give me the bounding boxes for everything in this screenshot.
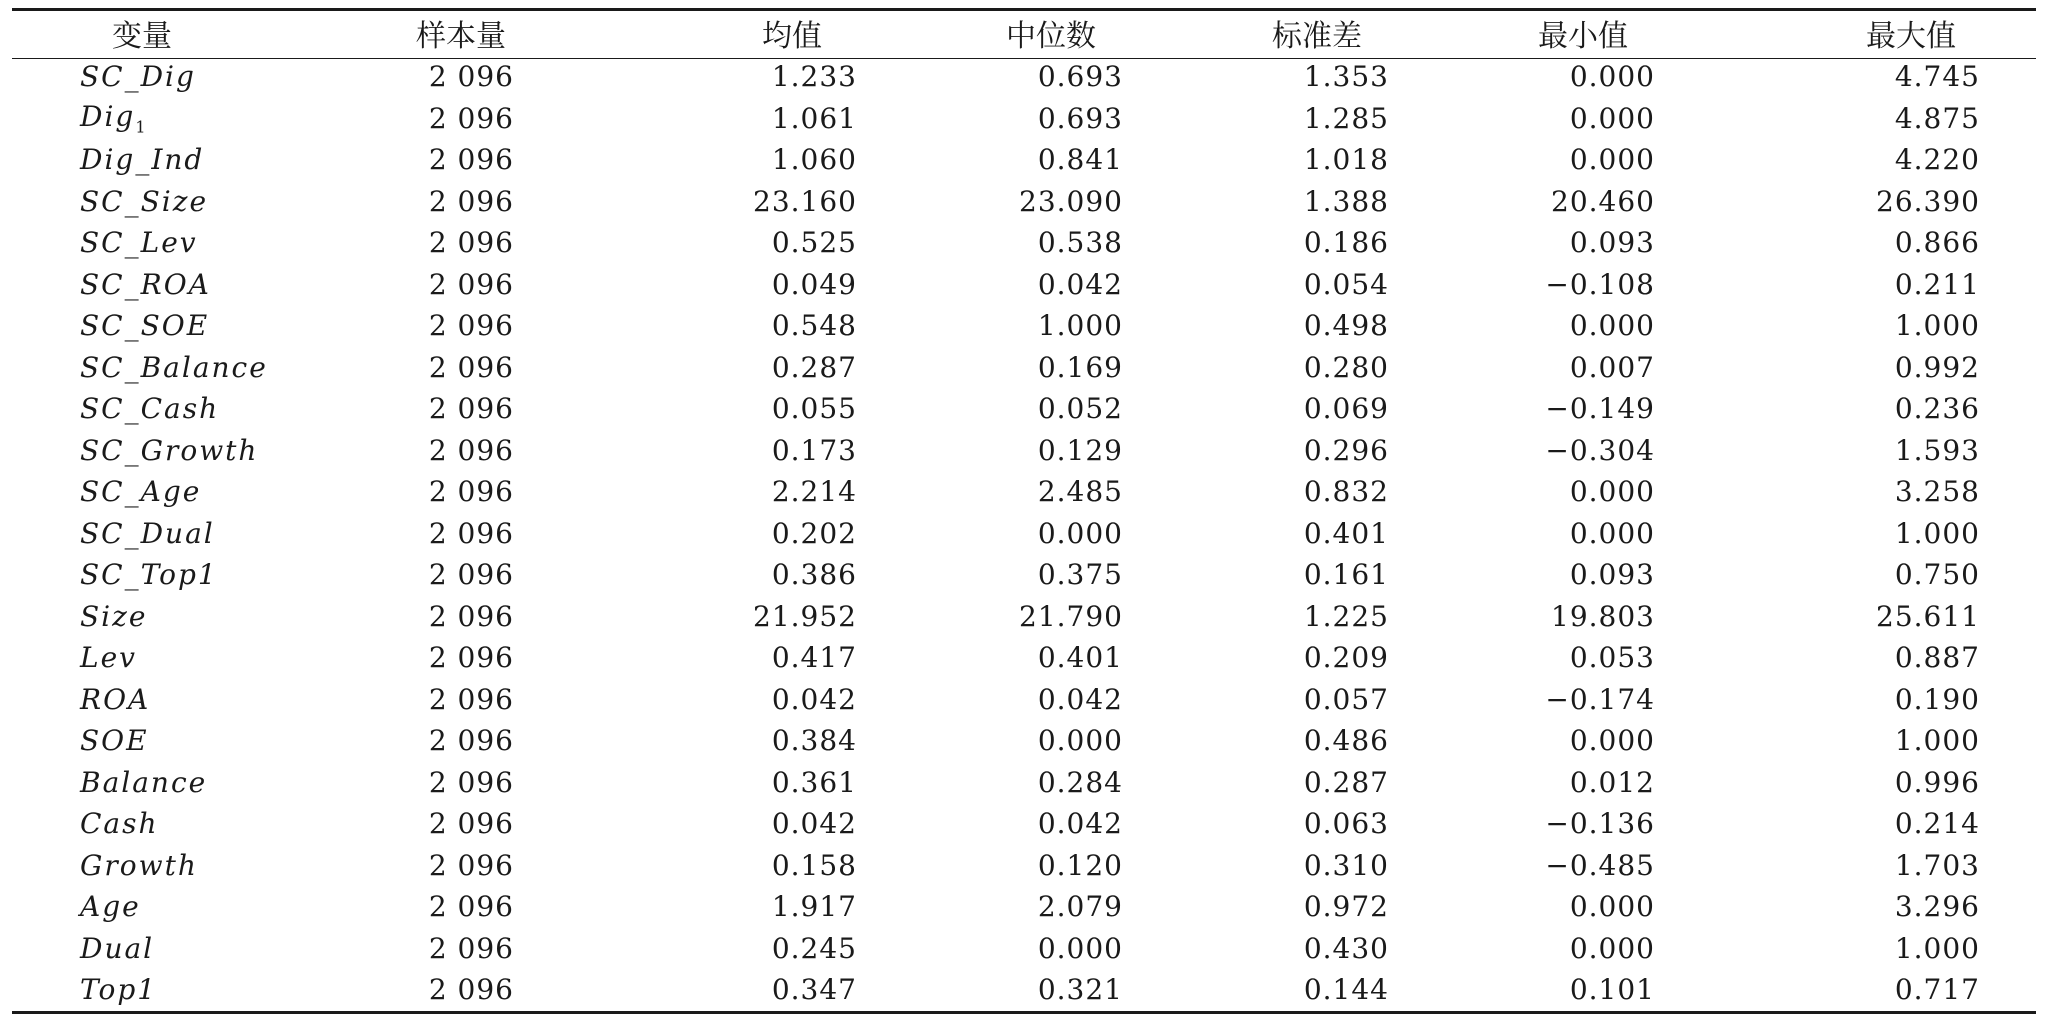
cell-std-dev: 1.388: [1303, 184, 1389, 218]
table-bottom-rule: [12, 1011, 2036, 1014]
table-row: [12, 222, 2036, 264]
cell-max: 0.996: [1894, 765, 1980, 799]
cell-mean: 0.049: [771, 267, 857, 301]
cell-std-dev: 1.225: [1303, 599, 1389, 633]
cell-max: 0.887: [1894, 641, 1980, 675]
cell-std-dev: 0.498: [1303, 309, 1389, 343]
variable-name: Lev: [80, 641, 137, 675]
cell-std-dev: 0.186: [1303, 226, 1389, 260]
cell-mean: 0.347: [771, 973, 857, 1007]
variable-name: Dual: [80, 931, 155, 965]
cell-mean: 0.202: [771, 516, 857, 550]
variable-name: Balance: [80, 765, 208, 799]
cell-variable: [12, 720, 402, 762]
cell-variable: [12, 845, 402, 887]
cell-max: 1.000: [1894, 516, 1980, 550]
header-variable: 变量: [112, 19, 172, 54]
table-row: [12, 679, 2036, 721]
variable-name: SC_Dig: [80, 60, 196, 94]
cell-max: 0.866: [1894, 226, 1980, 260]
cell-min: −0.149: [1545, 392, 1655, 426]
variable-name: Dig: [80, 99, 136, 133]
cell-variable: [12, 98, 402, 140]
cell-variable: [12, 679, 402, 721]
cell-sample-size: 2 096: [428, 475, 514, 509]
table-row: [12, 803, 2036, 845]
table-row: [12, 471, 2036, 513]
cell-sample-size: 2 096: [428, 599, 514, 633]
cell-std-dev: 0.057: [1303, 682, 1389, 716]
cell-max: 1.000: [1894, 931, 1980, 965]
cell-min: 0.093: [1569, 226, 1655, 260]
cell-sample-size: 2 096: [428, 682, 514, 716]
cell-sample-size: 2 096: [428, 890, 514, 924]
cell-mean: 1.061: [771, 101, 857, 135]
cell-std-dev: 1.353: [1303, 60, 1389, 94]
cell-median: 0.052: [1037, 392, 1123, 426]
variable-name: SC_Size: [80, 184, 209, 218]
cell-mean: 0.417: [771, 641, 857, 675]
cell-min: 0.000: [1569, 724, 1655, 758]
cell-variable: [12, 554, 402, 596]
cell-min: −0.304: [1545, 433, 1655, 467]
cell-std-dev: 0.063: [1303, 807, 1389, 841]
cell-median: 0.042: [1037, 807, 1123, 841]
cell-variable: [12, 513, 402, 555]
table-row: [12, 845, 2036, 887]
table-row: [12, 596, 2036, 638]
cell-variable: [12, 471, 402, 513]
cell-median: 0.000: [1037, 931, 1123, 965]
table-row: [12, 98, 2036, 140]
cell-variable: [12, 596, 402, 638]
cell-min: 0.000: [1569, 931, 1655, 965]
cell-std-dev: 0.486: [1303, 724, 1389, 758]
header-sample-size: 样本量: [416, 19, 506, 54]
cell-std-dev: 1.285: [1303, 101, 1389, 135]
variable-name: Dig_Ind: [80, 143, 205, 177]
cell-median: 0.841: [1037, 143, 1123, 177]
cell-max: 1.000: [1894, 724, 1980, 758]
cell-std-dev: 0.310: [1303, 848, 1389, 882]
cell-median: 2.485: [1037, 475, 1123, 509]
cell-mean: 0.386: [771, 558, 857, 592]
variable-subscript: 1: [135, 117, 146, 137]
cell-max: 0.211: [1894, 267, 1980, 301]
header-median: 中位数: [1006, 19, 1096, 54]
cell-max: 1.703: [1894, 848, 1980, 882]
cell-median: 0.284: [1037, 765, 1123, 799]
variable-name: SC_Growth: [80, 433, 259, 467]
cell-min: 0.101: [1569, 973, 1655, 1007]
cell-sample-size: 2 096: [428, 350, 514, 384]
cell-variable: [12, 305, 402, 347]
cell-median: 0.375: [1037, 558, 1123, 592]
cell-median: 21.790: [1019, 599, 1123, 633]
variable-name: SC_SOE: [80, 309, 210, 343]
table-row: [12, 347, 2036, 389]
cell-variable: [12, 430, 402, 472]
cell-sample-size: 2 096: [428, 516, 514, 550]
table-row: [12, 139, 2036, 181]
cell-mean: 1.060: [771, 143, 857, 177]
cell-sample-size: 2 096: [428, 267, 514, 301]
table-row: [12, 720, 2036, 762]
header-min: 最小值: [1538, 19, 1628, 54]
cell-mean: 0.384: [771, 724, 857, 758]
table-row: [12, 430, 2036, 472]
cell-variable: [12, 803, 402, 845]
cell-max: 4.745: [1894, 60, 1980, 94]
cell-sample-size: 2 096: [428, 60, 514, 94]
header-mean: 均值: [762, 19, 822, 54]
cell-sample-size: 2 096: [428, 641, 514, 675]
variable-name: SC_ROA: [80, 267, 211, 301]
cell-mean: 0.548: [771, 309, 857, 343]
cell-sample-size: 2 096: [428, 226, 514, 260]
cell-min: 0.000: [1569, 101, 1655, 135]
header-max: 最大值: [1866, 19, 1956, 54]
cell-max: 26.390: [1876, 184, 1980, 218]
variable-name: SOE: [80, 724, 149, 758]
cell-sample-size: 2 096: [428, 973, 514, 1007]
cell-variable: [12, 139, 402, 181]
cell-mean: 1.917: [771, 890, 857, 924]
cell-min: 19.803: [1551, 599, 1655, 633]
cell-max: 1.000: [1894, 309, 1980, 343]
table-row: [12, 513, 2036, 555]
cell-std-dev: 0.054: [1303, 267, 1389, 301]
cell-std-dev: 0.209: [1303, 641, 1389, 675]
cell-median: 2.079: [1037, 890, 1123, 924]
cell-std-dev: 0.161: [1303, 558, 1389, 592]
cell-sample-size: 2 096: [428, 309, 514, 343]
cell-max: 0.750: [1894, 558, 1980, 592]
cell-min: −0.108: [1545, 267, 1655, 301]
cell-variable: [12, 637, 402, 679]
cell-variable: [12, 388, 402, 430]
cell-max: 25.611: [1876, 599, 1980, 633]
cell-std-dev: 0.280: [1303, 350, 1389, 384]
cell-min: −0.174: [1545, 682, 1655, 716]
cell-std-dev: 1.018: [1303, 143, 1389, 177]
cell-median: 23.090: [1019, 184, 1123, 218]
cell-mean: 0.042: [771, 682, 857, 716]
variable-name: SC_Age: [80, 475, 202, 509]
cell-sample-size: 2 096: [428, 765, 514, 799]
cell-max: 0.717: [1894, 973, 1980, 1007]
table-row: [12, 762, 2036, 804]
cell-median: 0.321: [1037, 973, 1123, 1007]
table-body: [12, 56, 2036, 1011]
cell-variable: [12, 56, 402, 98]
table-row: [12, 928, 2036, 970]
header-std-dev: 标准差: [1272, 19, 1362, 54]
cell-median: 1.000: [1037, 309, 1123, 343]
cell-median: 0.000: [1037, 724, 1123, 758]
cell-max: 0.236: [1894, 392, 1980, 426]
cell-median: 0.129: [1037, 433, 1123, 467]
cell-max: 4.875: [1894, 101, 1980, 135]
cell-mean: 0.042: [771, 807, 857, 841]
cell-mean: 1.233: [771, 60, 857, 94]
cell-mean: 0.361: [771, 765, 857, 799]
cell-variable: [12, 347, 402, 389]
cell-sample-size: 2 096: [428, 931, 514, 965]
variable-name: Age: [80, 890, 141, 924]
variable-name: Cash: [80, 807, 159, 841]
cell-median: 0.538: [1037, 226, 1123, 260]
cell-mean: 0.245: [771, 931, 857, 965]
cell-max: 0.214: [1894, 807, 1980, 841]
variable-name: SC_Top1: [80, 558, 218, 592]
cell-sample-size: 2 096: [428, 433, 514, 467]
table-row: [12, 969, 2036, 1011]
variable-name: SC_Dual: [80, 516, 215, 550]
cell-variable: [12, 886, 402, 928]
cell-median: 0.042: [1037, 682, 1123, 716]
cell-max: 0.190: [1894, 682, 1980, 716]
cell-min: 0.007: [1569, 350, 1655, 384]
cell-std-dev: 0.296: [1303, 433, 1389, 467]
cell-std-dev: 0.069: [1303, 392, 1389, 426]
table-header-row: [12, 10, 2036, 56]
cell-sample-size: 2 096: [428, 848, 514, 882]
cell-min: −0.485: [1545, 848, 1655, 882]
cell-std-dev: 0.287: [1303, 765, 1389, 799]
table-row: [12, 56, 2036, 98]
cell-sample-size: 2 096: [428, 392, 514, 426]
variable-name: ROA: [80, 682, 151, 716]
cell-mean: 0.158: [771, 848, 857, 882]
variable-name: Top1: [80, 973, 158, 1007]
cell-mean: 0.287: [771, 350, 857, 384]
table-row: [12, 305, 2036, 347]
cell-median: 0.401: [1037, 641, 1123, 675]
cell-std-dev: 0.972: [1303, 890, 1389, 924]
cell-max: 3.258: [1894, 475, 1980, 509]
cell-median: 0.169: [1037, 350, 1123, 384]
cell-max: 1.593: [1894, 433, 1980, 467]
cell-sample-size: 2 096: [428, 101, 514, 135]
cell-min: 0.000: [1569, 516, 1655, 550]
cell-sample-size: 2 096: [428, 143, 514, 177]
cell-min: 0.000: [1569, 309, 1655, 343]
variable-name: Growth: [80, 848, 198, 882]
variable-name: SC_Cash: [80, 392, 220, 426]
variable-name: SC_Balance: [80, 350, 268, 384]
cell-variable: [12, 264, 402, 306]
table-row: [12, 886, 2036, 928]
cell-sample-size: 2 096: [428, 184, 514, 218]
cell-min: 0.093: [1569, 558, 1655, 592]
cell-variable: [12, 762, 402, 804]
table-row: [12, 637, 2036, 679]
cell-max: 0.992: [1894, 350, 1980, 384]
variable-name: SC_Lev: [80, 226, 198, 260]
cell-max: 3.296: [1894, 890, 1980, 924]
cell-mean: 21.952: [753, 599, 857, 633]
cell-std-dev: 0.144: [1303, 973, 1389, 1007]
cell-min: 20.460: [1551, 184, 1655, 218]
cell-min: 0.000: [1569, 60, 1655, 94]
cell-median: 0.000: [1037, 516, 1123, 550]
cell-mean: 23.160: [753, 184, 857, 218]
cell-median: 0.693: [1037, 101, 1123, 135]
cell-median: 0.693: [1037, 60, 1123, 94]
cell-min: 0.000: [1569, 475, 1655, 509]
cell-min: 0.053: [1569, 641, 1655, 675]
cell-mean: 2.214: [771, 475, 857, 509]
cell-std-dev: 0.430: [1303, 931, 1389, 965]
table-row: [12, 181, 2036, 223]
cell-mean: 0.055: [771, 392, 857, 426]
cell-min: −0.136: [1545, 807, 1655, 841]
cell-max: 4.220: [1894, 143, 1980, 177]
table-row: [12, 554, 2036, 596]
cell-sample-size: 2 096: [428, 807, 514, 841]
cell-std-dev: 0.401: [1303, 516, 1389, 550]
table-row: [12, 388, 2036, 430]
cell-variable: [12, 222, 402, 264]
cell-variable: [12, 181, 402, 223]
cell-median: 0.120: [1037, 848, 1123, 882]
variable-name: Size: [80, 599, 148, 633]
cell-median: 0.042: [1037, 267, 1123, 301]
cell-mean: 0.525: [771, 226, 857, 260]
cell-variable: [12, 928, 402, 970]
cell-min: 0.012: [1569, 765, 1655, 799]
cell-sample-size: 2 096: [428, 724, 514, 758]
cell-sample-size: 2 096: [428, 558, 514, 592]
table-row: [12, 264, 2036, 306]
descriptive-statistics-table: [12, 10, 2036, 1011]
cell-min: 0.000: [1569, 143, 1655, 177]
cell-mean: 0.173: [771, 433, 857, 467]
cell-std-dev: 0.832: [1303, 475, 1389, 509]
cell-variable: [12, 969, 402, 1011]
cell-min: 0.000: [1569, 890, 1655, 924]
